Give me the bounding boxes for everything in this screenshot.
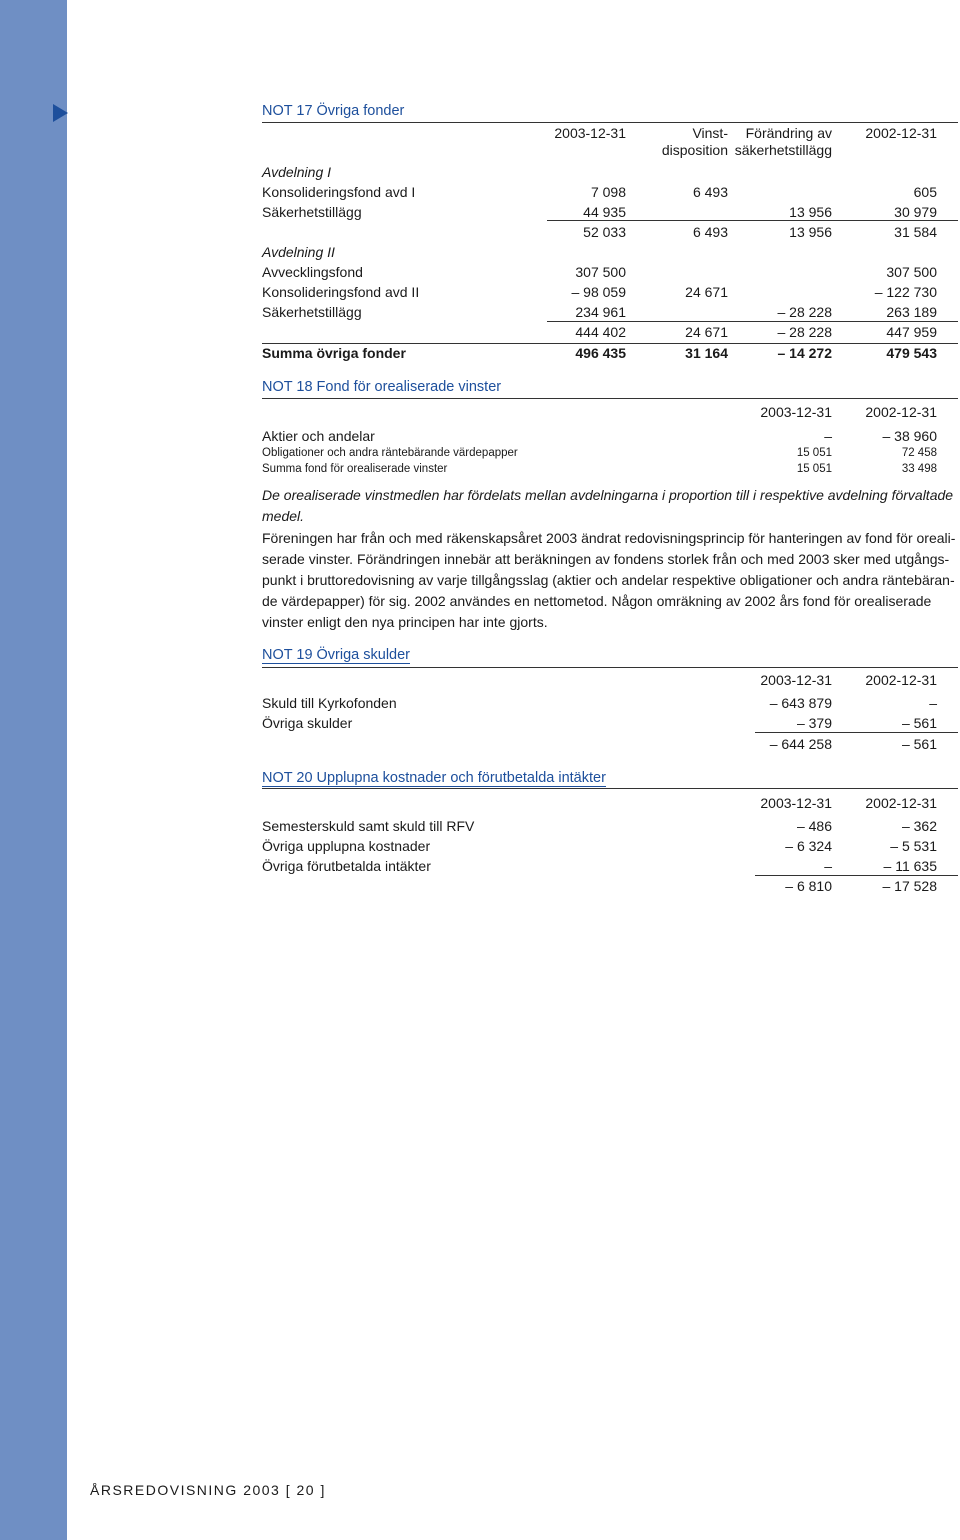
table-cell: – 17 528 [882,878,937,894]
table-cell: 307 500 [575,264,626,280]
not17-header-vinst-2: disposition [661,142,728,158]
table-cell: – 486 [796,818,832,834]
not20-header-2002: 2002-12-31 [865,795,937,811]
table-row-label: Semesterskuld samt skuld till RFV [262,818,475,834]
table-cell: – 98 059 [571,284,626,300]
table-cell: 234 961 [575,304,626,320]
table-cell: 31 164 [685,345,728,361]
table-row-label: Säkerhetstillägg [262,204,362,220]
not19-title-rule [262,667,958,668]
table-cell: 263 189 [886,304,937,320]
not19-sum-rule [755,732,958,733]
table-cell: 6 493 [692,224,728,240]
not17-total-rule [262,343,958,344]
not18-note-italic: De orealiserade vinstmedlen har fördelats mellan avdelningarna i proportion till i respektive avdelning förvaltade medel. [262,487,954,524]
page-footer: ÅRSREDOVISNING 2003 [ 20 ] [90,1482,326,1498]
table-cell: 6 493 [692,184,728,200]
table-cell: 44 935 [583,204,626,220]
table-cell: 307 500 [886,264,937,280]
table-cell: – [824,858,832,874]
table-cell: 479 543 [886,345,937,361]
table-cell: 13 956 [789,224,832,240]
table-cell: – 644 258 [769,736,832,752]
table-cell: – 14 272 [777,345,832,361]
table-cell: 24 671 [685,284,728,300]
side-band [0,0,67,1540]
arrow-marker-icon [53,104,68,122]
table-row-label: Skuld till Kyrkofonden [262,695,397,711]
table-row-label: Summa fond för orealiserade vinster [262,463,448,475]
table-cell: 72 458 [901,447,937,459]
table-cell: 605 [913,184,937,200]
table-cell: 13 956 [789,204,832,220]
table-cell: – 28 228 [777,304,832,320]
table-cell: – 122 730 [874,284,937,300]
table-row-label: Summa övriga fonder [262,345,406,361]
table-cell: – 28 228 [777,324,832,340]
table-row-label: Konsolideringsfond avd II [262,284,420,300]
table-cell: 30 979 [894,204,937,220]
not18-note-text: Föreningen har från och med räkenskapsåret 2003 ändrat redovisningsprincip för hanteringen av fond för oreali- serade vinster. Förändringen innebär att beräkningen av fondens storlek från och med 2003 sker med utgångs- punkt i bruttoredovisning av varje tillgångsslag (aktier och andelar respektive obligationer och andra räntebäran- de värdepapper) för sig. 2002 användes en nettometod. Någon omräkning av 2002 års fond för orealiserade vinster enligt den nya principen har inte gjorts. [262,530,956,630]
not17-header-2002: 2002-12-31 [865,125,937,141]
table-row-label: Övriga förutbetalda intäkter [262,858,431,874]
table-cell: – 5 531 [890,838,937,854]
table-row-label: Avvecklingsfond [262,264,363,280]
not18-title: NOT 18 Fond för orealiserade vinster [262,379,958,399]
not17-header-forandring-1: Förändring av [745,125,832,141]
table-cell: – 379 [796,715,832,731]
table-cell: – 6 324 [785,838,832,854]
not17-header-2003: 2003-12-31 [554,125,626,141]
table-row-label: Säkerhetstillägg [262,304,362,320]
table-row-label: Övriga upplupna kostnader [262,838,431,854]
table-cell: – 362 [901,818,937,834]
table-cell: 496 435 [575,345,626,361]
not18-header-2003: 2003-12-31 [760,404,832,420]
table-row-label: Obligationer och andra räntebärande värdepapper [262,447,518,459]
table-cell: 52 033 [583,224,626,240]
table-cell: – 6 810 [785,878,832,894]
table-cell: 444 402 [575,324,626,340]
table-row-label: Avdelning I [262,164,332,180]
table-cell: 447 959 [886,324,937,340]
table-cell: – 561 [901,736,937,752]
table-cell: 15 051 [796,447,832,459]
not17-header-vinst-1: Vinst- [692,125,728,141]
not20-header-2003: 2003-12-31 [760,795,832,811]
not17-subtotal-rule-1 [547,220,958,221]
table-cell: 7 098 [590,184,626,200]
not20-title: NOT 20 Upplupna kostnader och förutbetalda intäkter [262,770,606,786]
table-row-label: Aktier och andelar [262,428,375,444]
not17-subtotal-rule-2 [547,321,958,322]
table-cell: 31 584 [894,224,937,240]
table-cell: – 38 960 [882,428,937,444]
not20-sum-rule [755,875,958,876]
table-row-label: Konsolideringsfond avd I [262,184,416,200]
not17-title: NOT 17 Övriga fonder [262,103,958,123]
not19-header-2003: 2003-12-31 [760,672,832,688]
not17-header-forandring-2: säkerhetstillägg [734,142,832,158]
table-cell: 15 051 [796,463,832,475]
table-cell: – 11 635 [883,858,937,874]
table-row-label: Avdelning II [262,244,335,260]
not20-title-rule [262,788,958,789]
table-cell: 24 671 [685,324,728,340]
not19-title: NOT 19 Övriga skulder [262,647,411,663]
not18-header-2002: 2002-12-31 [865,404,937,420]
table-row-label: Övriga skulder [262,715,353,731]
not19-header-2002: 2002-12-31 [865,672,937,688]
table-cell: 33 498 [901,463,937,475]
table-cell: – 561 [901,715,937,731]
table-cell: – [929,695,937,711]
table-cell: – [824,428,832,444]
table-cell: – 643 879 [769,695,832,711]
